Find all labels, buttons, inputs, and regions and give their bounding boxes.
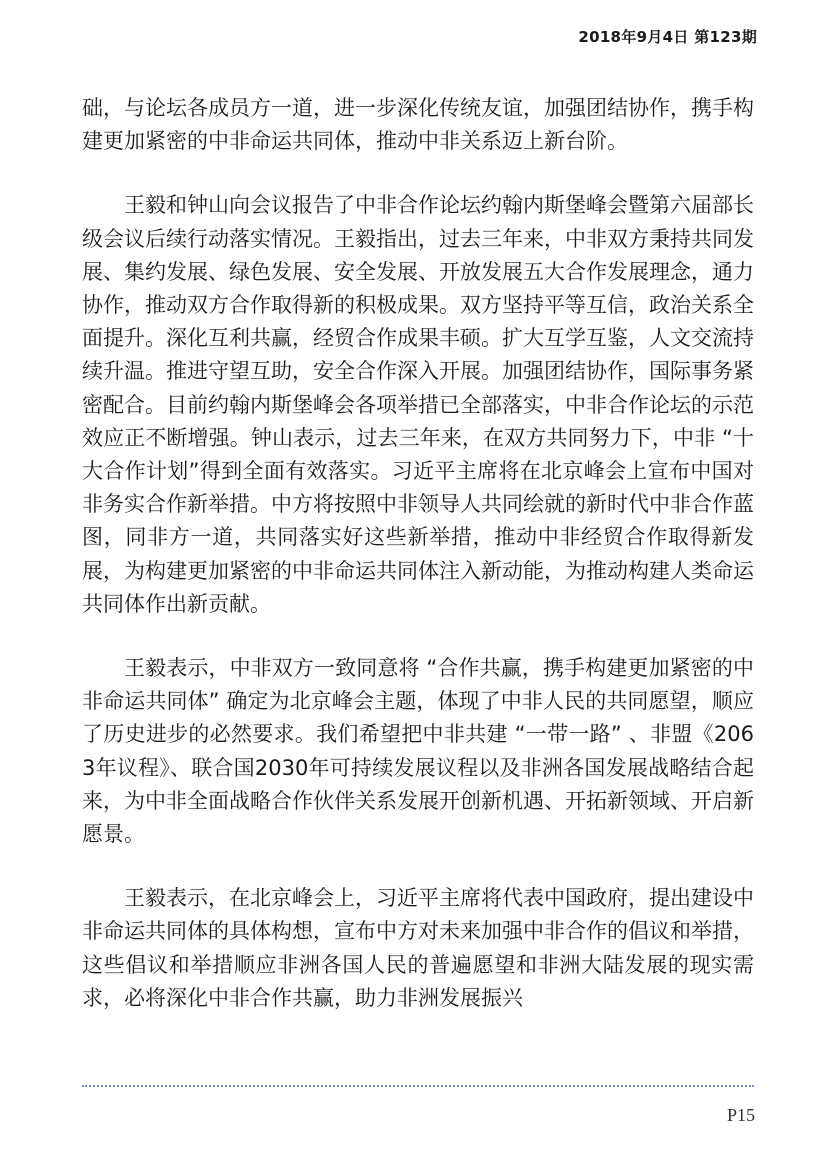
footer-divider [82,1085,754,1087]
header-date-issue: 2018年9月4日 第123期 [578,28,757,46]
paragraph-action-report: 王毅和钟山向会议报告了中非合作论坛约翰内斯堡峰会暨第六届部长级会议后续行动落实情况。王毅指出，过去三年来，中非双方秉持共同发展、集约发展、绿色发展、安全发展、开放发展五大合作发展理念，通力协作，推动双方合作取得新的积极成果。双方坚持平等互信，政治关系全面提升。深化互利共赢，经贸合作成果丰硕。扩大互学互鉴，人文交流持续升温。推进守望互助，安全合作深入开展。加强团结协作，国际事务紧密配合。目前约翰内斯堡峰会各项举措已全部落实，中非合作论坛的示范效应正不断增强。钟山表示，过去三年来，在双方共同努力下，中非 “十大合作计划”得到全面有效落实。习近平主席将在北京峰会上宣布中国对非务实合作新举措。中方将按照中非领导人共同绘就的新时代中非合作蓝图，同非方一道，共同落实好这些新举措，推动中非经贸合作取得新发展，为构建更加紧密的中非命运共同体注入新动能，为推动构建人类命运共同体作出新贡献。 [82,193,754,616]
paragraph-continuation: 础，与论坛各成员方一道，进一步深化传统友谊，加强团结协作，携手构建更加紧密的中非命运共同体，推动中非关系迈上新台阶。 [82,96,754,154]
paragraph-summit-initiatives: 王毅表示，在北京峰会上，习近平主席将代表中国政府，提出建设中非命运共同体的具体构想，宣布中方对未来加强中非合作的倡议和举措，这些倡议和举措顺应非洲各国人民的普遍愿望和非洲大陆发展的现实需求，必将深化中非合作共赢，助力非洲发展振兴 [82,886,754,1010]
article-body [82,92,754,1046]
page-number: P15 [726,1105,755,1125]
paragraph-summit-theme: 王毅表示，中非双方一致同意将 “合作共赢，携手构建更加紧密的中非命运共同体” 确定为北京峰会主题，体现了中非人民的共同愿望，顺应了历史进步的必然要求。我们希望把中非共建 “一带一路” 、非盟《2063年议程》、联合国2030年可持续发展议程以及非洲各国发展战略结合起来，为中非全面战略合作伙伴关系发展开创新机遇、开拓新领域、开启新愿景。 [82,656,754,847]
